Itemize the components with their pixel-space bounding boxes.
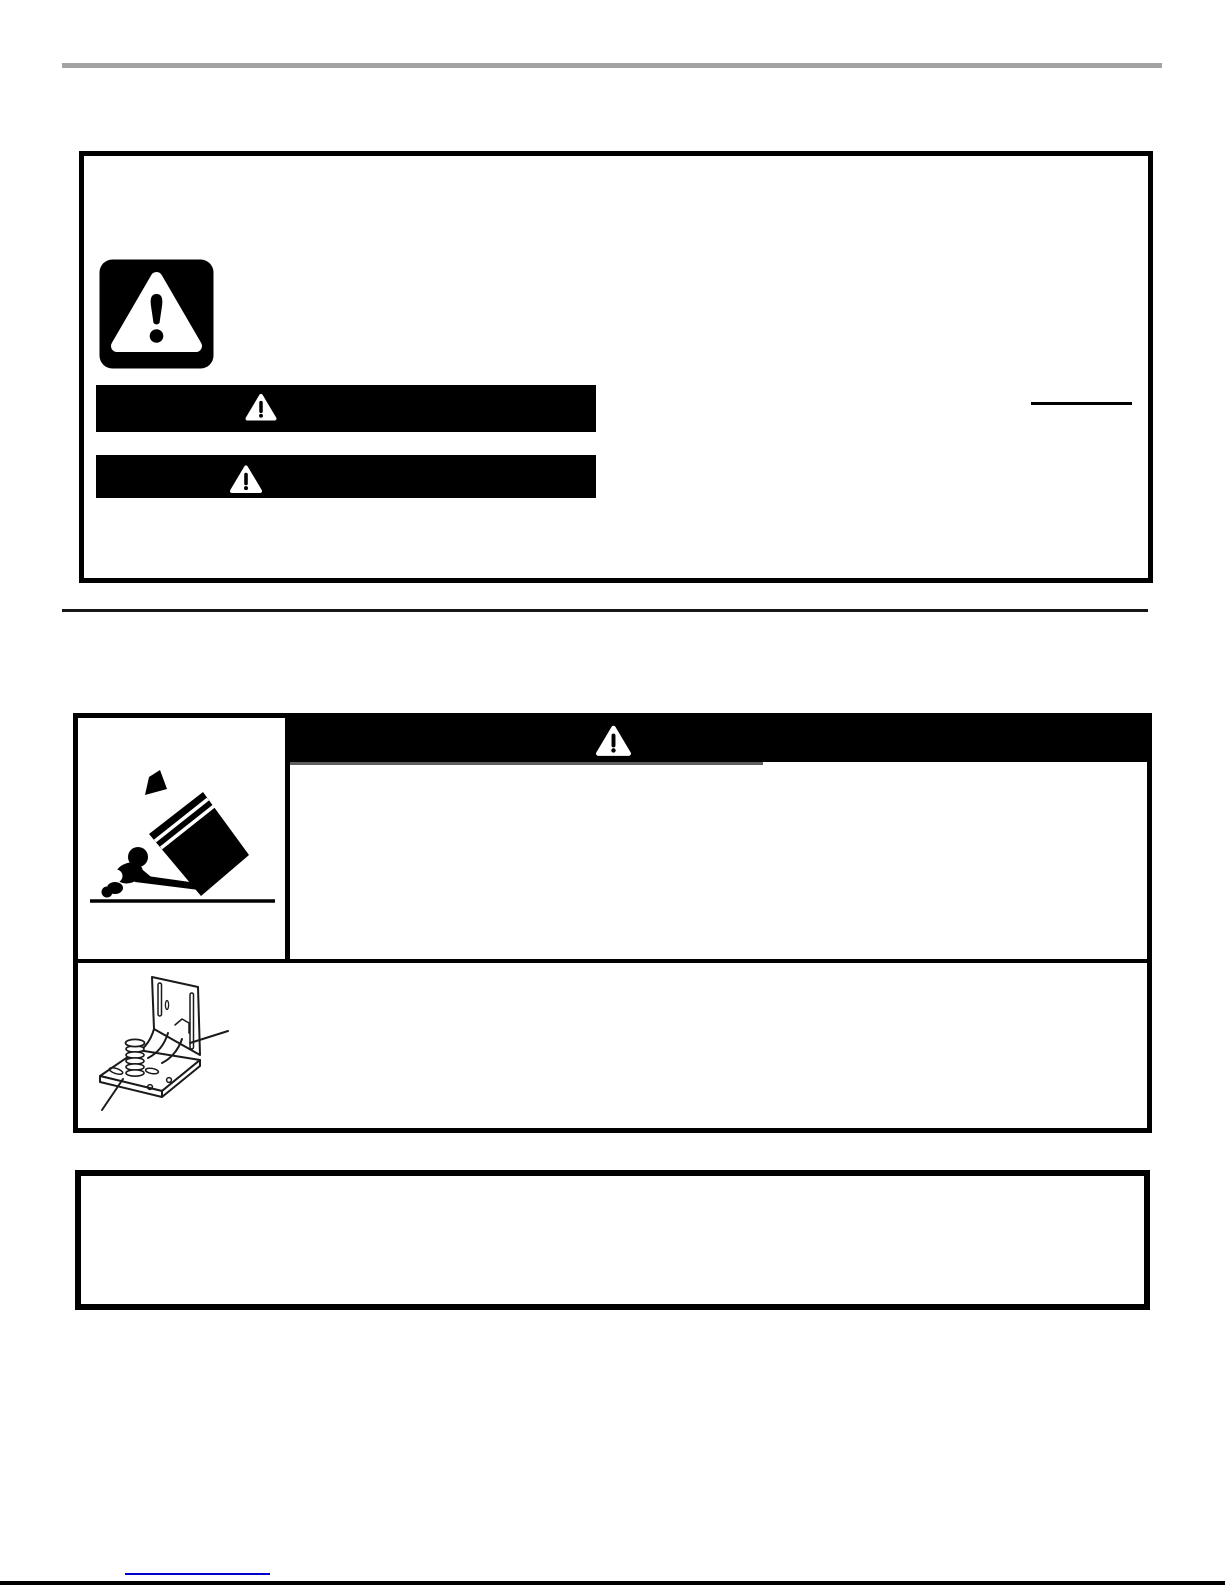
anti-tip-bracket-figure: [90, 963, 250, 1113]
footer-hyperlink-underline[interactable]: [125, 1573, 270, 1575]
tip-over-warning-box: [73, 713, 1152, 1133]
warning-header-banner: [290, 718, 1147, 762]
warning-triangle-icon: [245, 393, 277, 421]
warning-triangle-icon: [596, 724, 631, 757]
warning-banner: [96, 385, 596, 432]
cell-divider-vertical: [285, 718, 290, 963]
fill-in-underline-rule: [1031, 402, 1132, 405]
notice-box: [75, 1170, 1150, 1310]
safety-alert-icon: [98, 258, 215, 370]
section-divider-rule: [62, 609, 1148, 612]
warning-banner: [96, 455, 596, 498]
safety-instructions-box: [79, 151, 1153, 583]
tip-over-hazard-pictogram: [85, 755, 285, 920]
warning-triangle-icon: [230, 463, 262, 495]
top-rule: [62, 63, 1162, 68]
banner-underline-rule: [290, 762, 763, 765]
page-bottom-edge: [0, 1581, 1225, 1585]
